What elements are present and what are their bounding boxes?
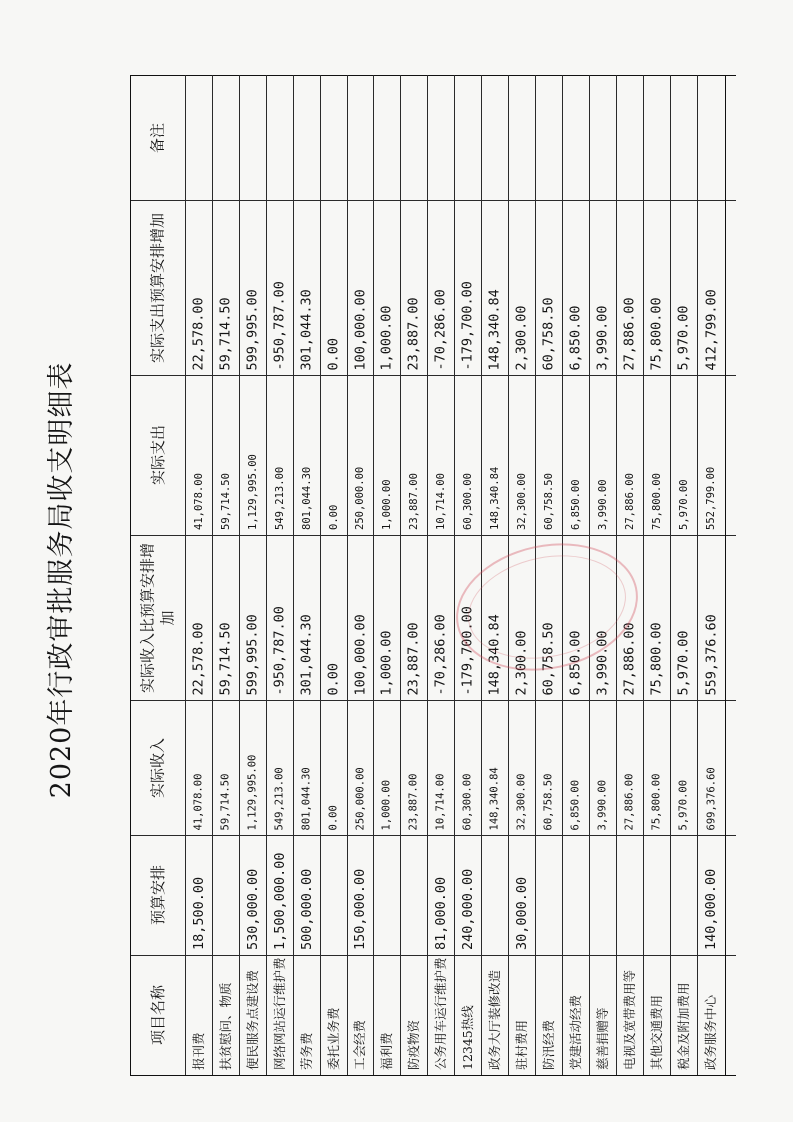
cell-budget: 30,000.00 [513,876,530,950]
cell-expense-diff: 412,799.00 [703,288,719,370]
table-rule-vertical [697,75,698,1075]
cell-income-diff: 59,714.50 [217,621,234,695]
cell-name: 公务用车运行维护费 [432,957,448,1070]
cell-name: 防汛经费 [540,1019,556,1070]
cell-income-diff: 75,800.00 [648,621,665,695]
cell-name: 工会经费 [352,1019,367,1070]
cell-income-diff: 3,990.00 [594,629,611,695]
header-income: 实际收入 [148,737,167,798]
cell-income-diff: -179,700.00 [459,605,476,695]
cell-name: 委托业务费 [325,1007,341,1070]
cell-income: 60,300.00 [461,773,474,830]
cell-income: 0.00 [327,804,340,830]
table-rule-horizontal [130,700,736,701]
cell-expense-diff: 6,850.00 [567,304,584,370]
cell-income-diff: 148,340.84 [486,613,503,695]
cell-income: 3,990.00 [596,779,609,830]
table-rule-vertical [454,75,455,1075]
cell-expense: 801,044.30 [300,466,313,530]
cell-name: 政务服务中心 [703,994,718,1070]
cell-expense-diff: 0.00 [325,337,342,370]
cell-expense: 1,129,995.00 [246,454,259,530]
cell-income-diff: 100,000.00 [352,613,368,695]
cell-name: 党建活动经费 [567,994,583,1070]
table-rule-horizontal [130,535,736,536]
cell-name: 便民服务点建设费 [244,969,260,1070]
cell-name: 政务大厅装修改造 [486,969,502,1070]
table-rule-vertical [508,75,509,1075]
cell-name: 慈善捐赠等 [594,1007,610,1070]
cell-income-diff: -70,286.00 [432,613,449,695]
cell-expense-diff: -70,286.00 [432,288,449,370]
table-rule-vertical [185,75,186,1075]
cell-expense-diff: 2,300.00 [513,304,530,370]
cell-income: 5,970.00 [677,779,690,830]
cell-expense: 549,213.00 [273,466,286,530]
table-rule-vertical [130,75,131,1075]
header-budget: 预算安排 [148,865,167,926]
cell-expense: 10,714.00 [434,473,447,530]
cell-income-diff: 2,300.00 [513,629,530,695]
cell-expense: 1,000.00 [380,479,393,530]
cell-name: 其他交通费用 [648,994,664,1070]
cell-income-diff: 599,995.00 [244,613,261,695]
cell-income: 23,887.00 [407,773,420,830]
cell-budget: 18,500.00 [190,876,207,950]
cell-expense: 32,300.00 [515,473,528,530]
cell-income-diff: 0.00 [325,662,342,695]
cell-expense-diff: 148,340.84 [486,288,503,370]
cell-income: 1,000.00 [380,779,393,830]
header-name: 项目名称 [148,985,167,1046]
cell-name: 报刊费 [190,1032,206,1070]
cell-expense-diff: 301,044.30 [298,288,315,370]
cell-expense-diff: 5,970.00 [675,304,692,370]
cell-expense: 23,887.00 [407,473,420,530]
header-remark: 备注 [148,122,167,153]
cell-name: 福利费 [378,1032,394,1070]
cell-expense: 3,990.00 [596,479,609,530]
header-expense: 实际支出 [148,425,167,486]
cell-income: 32,300.00 [515,773,528,830]
cell-budget: 240,000.00 [459,868,476,950]
cell-income-diff: 1,000.00 [378,629,395,695]
header-expense-diff: 实际支出预算安排增加 [148,212,167,363]
budget-table [130,75,736,1075]
header-income-diff: 实际收入比预算安排增加 [138,542,177,693]
cell-expense-diff: 100,000.00 [352,288,368,370]
cell-budget: 1,500,000.00 [271,852,288,950]
cell-income: 27,886.00 [623,773,636,830]
cell-expense: 552,799.00 [705,466,717,530]
cell-income: 549,213.00 [273,766,286,830]
cell-name: 12345热线 [459,1005,475,1070]
table-rule-vertical [670,75,671,1075]
cell-income-diff: 5,970.00 [675,629,692,695]
cell-income: 59,714.50 [219,773,232,830]
table-rule-vertical [643,75,644,1075]
table-rule-vertical [266,75,267,1075]
cell-name: 税金及附加费用 [675,982,691,1070]
cell-budget: 150,000.00 [352,868,368,950]
table-rule-vertical [427,75,428,1075]
cell-expense: 250,000.00 [354,466,366,530]
cell-expense-diff: 599,995.00 [244,288,261,370]
page-title: 2020年行政审批服务局收支明细表 [46,361,77,799]
cell-expense: 27,886.00 [623,473,636,530]
cell-income: 699,376.60 [705,766,717,830]
cell-expense: 59,714.50 [219,473,232,530]
table-rule-vertical [589,75,590,1075]
table-rule-horizontal [130,200,736,201]
cell-name: 驻村费用 [513,1019,529,1070]
cell-income-diff: 27,886.00 [621,621,638,695]
cell-name: 防疫物资 [405,1019,421,1070]
cell-expense: 41,078.00 [192,473,205,530]
table-rule-vertical [562,75,563,1075]
cell-income-diff: 301,044.30 [298,613,315,695]
table-rule-horizontal [130,1075,736,1076]
cell-expense: 0.00 [327,504,340,530]
cell-income-diff: 23,887.00 [405,621,422,695]
cell-income: 60,758.50 [542,773,555,830]
cell-expense: 60,758.50 [542,473,555,530]
cell-income: 1,129,995.00 [246,754,259,830]
cell-name: 扶贫慰问、物质 [217,982,233,1070]
cell-expense-diff: 3,990.00 [594,304,611,370]
table-rule-vertical [535,75,536,1075]
cell-income: 10,714.00 [434,773,447,830]
cell-name: 网络网站运行维护费 [271,957,287,1070]
cell-expense: 75,800.00 [650,473,663,530]
cell-name: 电视及宽带费用等 [621,969,637,1070]
cell-expense: 5,970.00 [677,479,690,530]
cell-expense: 60,300.00 [461,473,474,530]
cell-income: 148,340.84 [488,766,501,830]
table-rule-horizontal [130,835,736,836]
cell-income: 801,044.30 [300,766,313,830]
table-rule-vertical [212,75,213,1075]
cell-income-diff: 6,850.00 [567,629,584,695]
table-rule-horizontal [130,75,736,76]
table-rule-horizontal [130,375,736,376]
cell-income-diff: -950,787.00 [271,605,288,695]
cell-income: 6,850.00 [569,779,582,830]
cell-expense-diff: 60,758.50 [540,296,557,370]
cell-expense: 6,850.00 [569,479,582,530]
cell-income-diff: 559,376.60 [703,613,719,695]
table-rule-vertical [347,75,348,1075]
table-rule-vertical [725,75,726,1075]
table-rule-vertical [320,75,321,1075]
table-rule-horizontal [130,955,736,956]
table-rule-vertical [293,75,294,1075]
cell-income: 250,000.00 [354,766,366,830]
table-rule-vertical [616,75,617,1075]
cell-budget: 140,000.00 [703,868,719,950]
cell-expense-diff: 27,886.00 [621,296,638,370]
table-rule-vertical [400,75,401,1075]
cell-expense-diff: 22,578.00 [190,296,207,370]
cell-budget: 530,000.00 [244,868,261,950]
cell-budget: 500,000.00 [298,868,315,950]
table-rule-vertical [239,75,240,1075]
cell-income-diff: 22,578.00 [190,621,207,695]
cell-name: 劳务费 [298,1032,314,1070]
cell-expense-diff: 1,000.00 [378,304,395,370]
cell-income: 41,078.00 [192,773,205,830]
cell-expense-diff: 23,887.00 [405,296,422,370]
cell-expense-diff: 59,714.50 [217,296,234,370]
cell-income-diff: 60,758.50 [540,621,557,695]
cell-expense-diff: 75,800.00 [648,296,665,370]
cell-expense-diff: -950,787.00 [271,280,288,370]
cell-expense: 148,340.84 [488,466,501,530]
table-rule-vertical [481,75,482,1075]
cell-expense-diff: -179,700.00 [459,280,476,370]
cell-income: 75,800.00 [650,773,663,830]
cell-budget: 81,000.00 [432,876,449,950]
table-rule-vertical [373,75,374,1075]
